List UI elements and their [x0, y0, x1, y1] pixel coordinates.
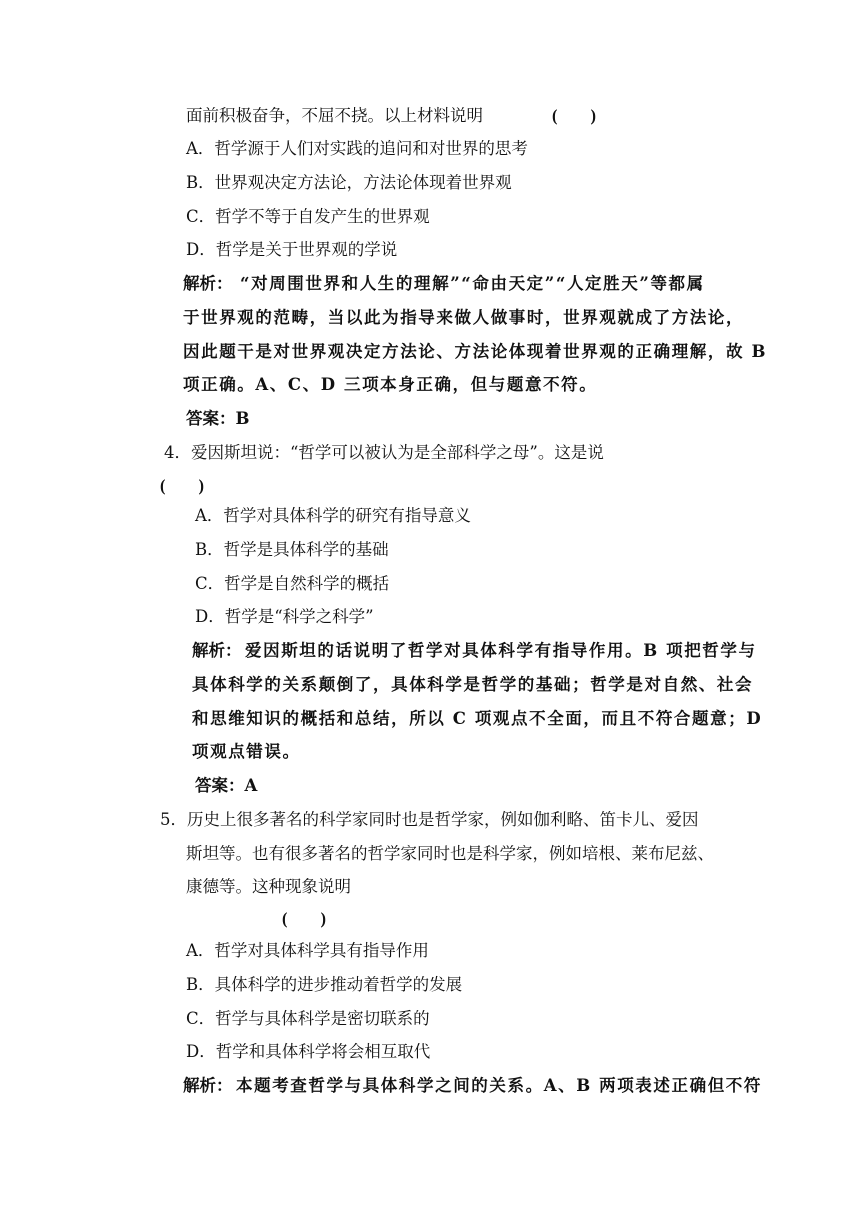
question-5-stem-line: 康德等。这种现象说明 [186, 877, 351, 896]
question-3-analysis-line: 项正确。A、C、D 三项本身正确，但与题意不符。 [183, 375, 598, 394]
question-4-answer-blank: ( ) [160, 476, 204, 495]
question-3-option-d: D．哲学是关于世界观的学说 [186, 240, 398, 259]
question-5-answer-blank: ( ) [282, 909, 326, 928]
question-5-option-c: C．哲学与具体科学是密切联系的 [186, 1009, 430, 1028]
question-4-option-b: B．哲学是具体科学的基础 [195, 540, 389, 559]
question-3-analysis-label: 解析： [183, 274, 233, 293]
question-4-analysis-line: 爱因斯坦的话说明了哲学对具体科学有指导作用。B 项把哲学与 [245, 641, 757, 660]
question-3-stem-tail: 面前积极奋争，不屈不挠。以上材料说明 [186, 106, 483, 125]
question-4-analysis-line: 项观点错误。 [192, 742, 301, 761]
question-5-option-a: A．哲学对具体科学具有指导作用 [186, 941, 429, 960]
question-4-analysis-label: 解析： [192, 641, 242, 660]
question-3-analysis-line: “对周围世界和人生的理解”“命由天定”“人定胜天”等都属 [240, 274, 705, 293]
question-4-answer: 答案：A [195, 776, 258, 795]
question-4-stem: 4．爱因斯坦说：“哲学可以被认为是全部科学之母”。这是说 [164, 443, 604, 462]
question-5-stem-line: 5．历史上很多著名的科学家同时也是哲学家，例如伽利略、笛卡儿、爱因 [160, 810, 699, 829]
question-3-option-b: B．世界观决定方法论，方法论体现着世界观 [186, 173, 512, 192]
question-4-analysis-line: 和思维知识的概括和总结，所以 C 项观点不全面，而且不符合题意；D [192, 709, 763, 728]
question-4-analysis-line: 具体科学的关系颠倒了，具体科学是哲学的基础；哲学是对自然、社会 [192, 675, 754, 694]
question-3-option-c: C．哲学不等于自发产生的世界观 [186, 207, 430, 226]
question-3-analysis-line: 于世界观的范畴，当以此为指导来做人做事时，世界观就成了方法论， [183, 308, 745, 327]
question-4-option-c: C．哲学是自然科学的概括 [195, 574, 390, 593]
question-3-analysis-line: 因此题干是对世界观决定方法论、方法论体现着世界观的正确理解，故 B [183, 342, 767, 361]
question-3-answer-blank: ( ) [552, 106, 596, 125]
question-3-answer: 答案：B [186, 409, 250, 428]
question-5-analysis-line: 本题考查哲学与具体科学之间的关系。A、B 两项表述正确但不符 [236, 1076, 762, 1095]
question-4-option-d: D．哲学是“科学之科学” [195, 607, 374, 626]
question-5-option-d: D．哲学和具体科学将会相互取代 [186, 1042, 431, 1061]
question-5-analysis-label: 解析： [183, 1076, 233, 1095]
question-3-option-a: A．哲学源于人们对实践的追问和对世界的思考 [186, 139, 528, 158]
question-5-option-b: B．具体科学的进步推动着哲学的发展 [186, 975, 463, 994]
question-4-option-a: A．哲学对具体科学的研究有指导意义 [195, 506, 471, 525]
question-5-stem-line: 斯坦等。也有很多著名的哲学家同时也是科学家，例如培根、莱布尼兹、 [186, 844, 714, 863]
